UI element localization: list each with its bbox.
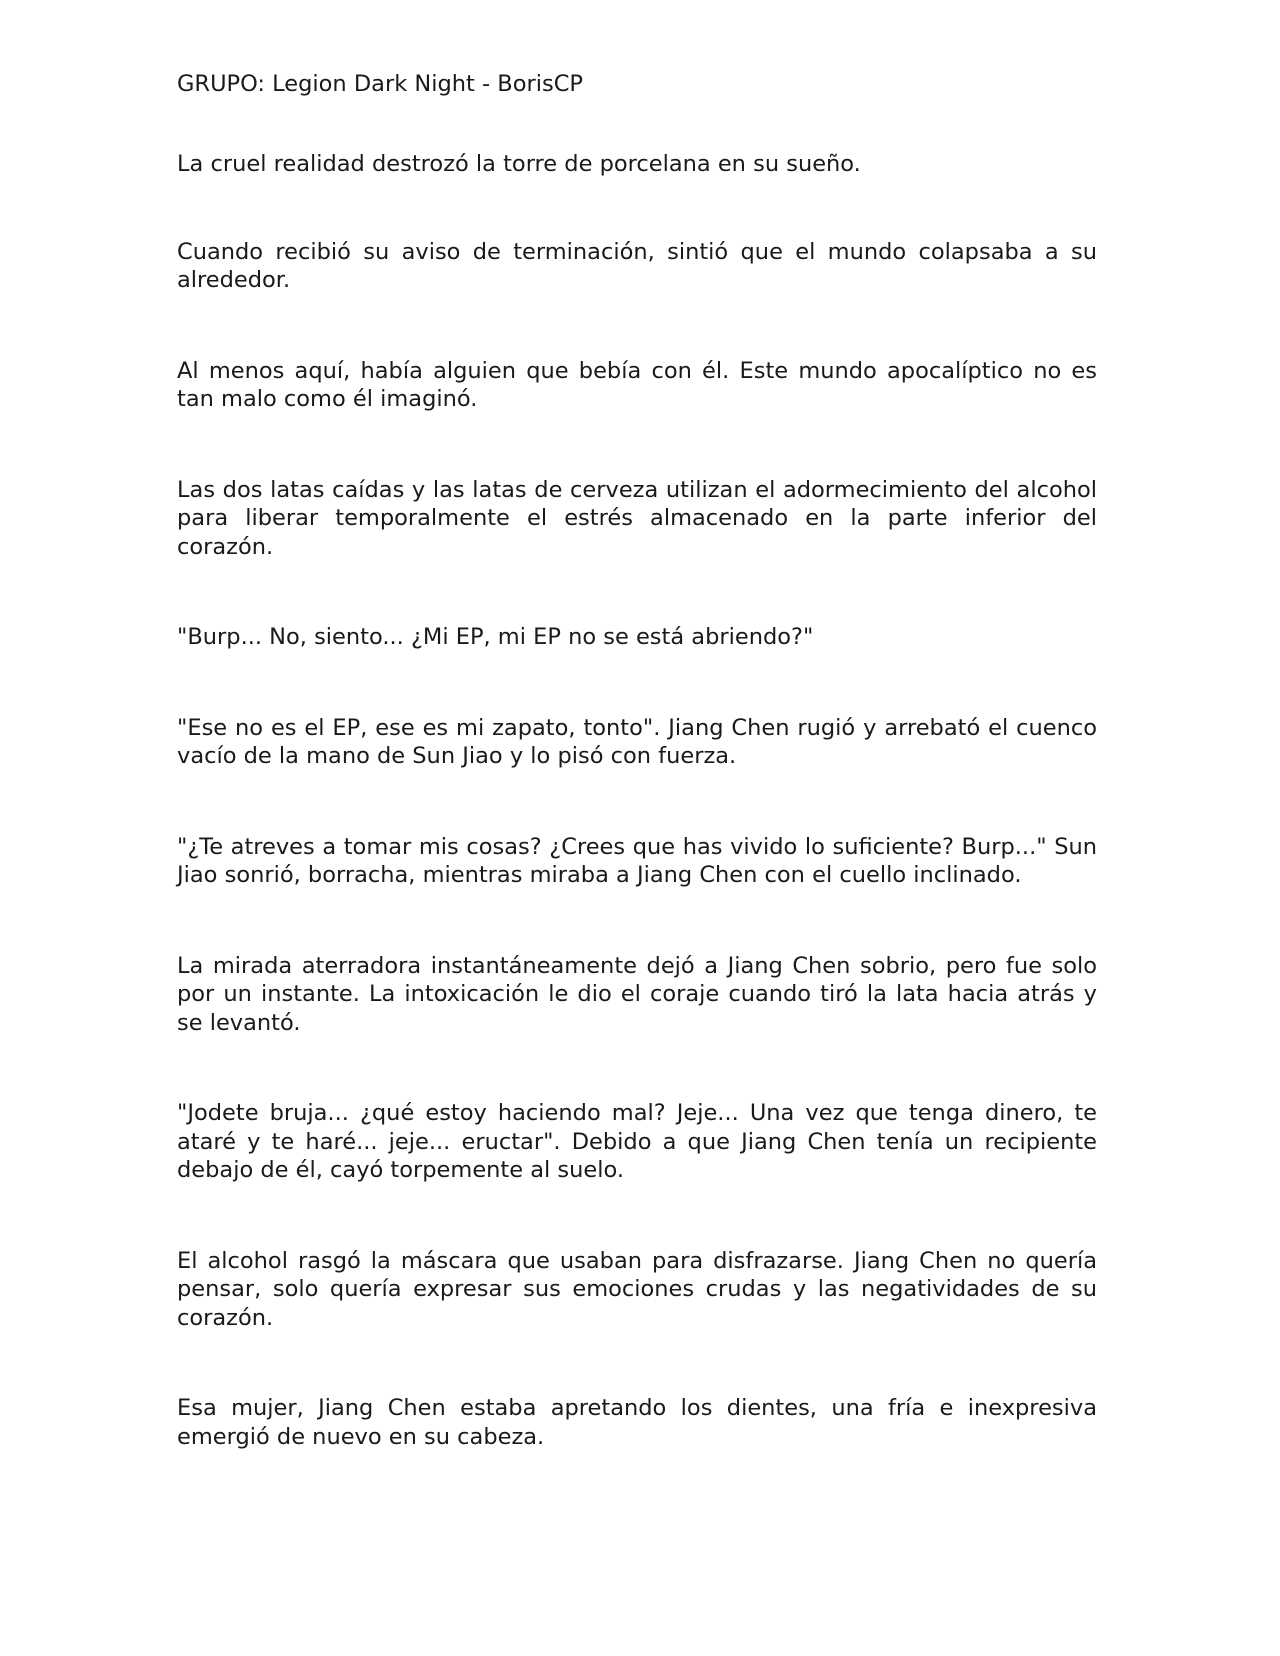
paragraph: Esa mujer, Jiang Chen estaba apretando los dientes, una fría e inexpresiva emergió de nuevo en su cabeza. <box>177 1395 1097 1450</box>
document-page <box>177 70 1097 1451</box>
paragraph: "Ese no es el EP, ese es mi zapato, tonto". Jiang Chen rugió y arrebató el cuenco vacío de la mano de Sun Jiao y lo pisó con fuerza. <box>177 714 1097 769</box>
paragraph: "Burp... No, siento... ¿Mi EP, mi EP no se está abriendo?" <box>177 624 814 650</box>
paragraph: Al menos aquí, había alguien que bebía con él. Este mundo apocalíptico no es tan malo como él imaginó. <box>177 357 1097 412</box>
paragraph: La mirada aterradora instantáneamente dejó a Jiang Chen sobrio, pero fue solo por un instante. La intoxicación le dio el coraje cuando tiró la lata hacia atrás y se levantó. <box>177 952 1097 1036</box>
paragraph: El alcohol rasgó la máscara que usaban para disfrazarse. Jiang Chen no quería pensar, solo quería expresar sus emociones crudas y las negatividades de su corazón. <box>177 1247 1097 1331</box>
paragraph: "¿Te atreves a tomar mis cosas? ¿Crees que has vivido lo suficiente? Burp..." Sun Jiao sonrió, borracha, mientras miraba a Jiang Chen con el cuello inclinado. <box>177 833 1097 888</box>
group-header: GRUPO: Legion Dark Night - BorisCP <box>177 71 583 97</box>
paragraph: Las dos latas caídas y las latas de cerveza utilizan el adormecimiento del alcohol para liberar temporalmente el estrés almacenado en la parte inferior del corazón. <box>177 476 1097 560</box>
paragraph: La cruel realidad destrozó la torre de porcelana en su sueño. <box>177 151 861 177</box>
paragraph: Cuando recibió su aviso de terminación, sintió que el mundo colapsaba a su alrededor. <box>177 238 1097 293</box>
paragraph: "Jodete bruja... ¿qué estoy haciendo mal? Jeje... Una vez que tenga dinero, te ataré y te haré... jeje... eructar". Debido a que Jiang Chen tenía un recipiente debajo de él, cayó torpemente al suelo. <box>177 1100 1097 1183</box>
